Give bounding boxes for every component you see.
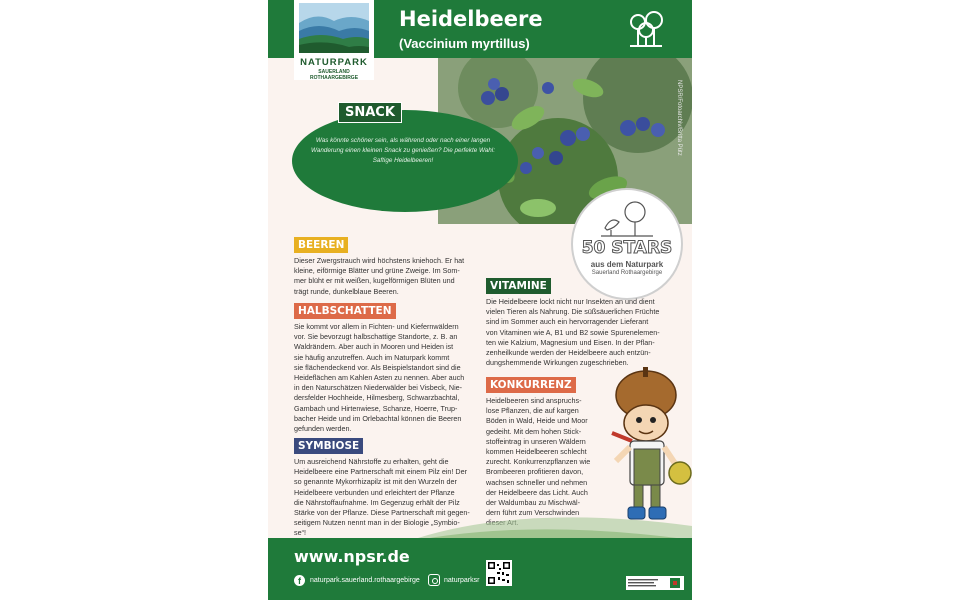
- naturpark-logo[interactable]: [294, 0, 374, 80]
- ministry-logo: [626, 576, 684, 590]
- text-line: Böden in Wald, Heide und Moor: [486, 416, 588, 426]
- text-line: kommen Heidelbeeren schlecht: [486, 447, 587, 457]
- text-line: Sie kommt vor allem in Fichten- und Kiefernwäldern: [294, 322, 459, 331]
- instagram-handle[interactable]: naturparksr: [444, 577, 480, 584]
- text-line: Um ausreichend Nährstoffe zu erhalten, geht die: [294, 457, 449, 466]
- photo-credit: NPSR/Fotoarchiv/Britta Pütz: [676, 80, 682, 156]
- text-line: dersfelder Hochheide, Hilmesberg, Schwarzbachtal,: [294, 393, 460, 403]
- badge-title: 50 STARS: [581, 238, 673, 258]
- text-line: Gambach und Hirtenwiese, Schanze, Hoerre, Trup-: [294, 403, 458, 413]
- text-line: se“!: [294, 528, 306, 538]
- text-line: in den Naturschätzen Niederwälder bei Visbeck, Nie-: [294, 383, 463, 393]
- text-line: trägt runde, dunkelblaue Beeren.: [294, 286, 399, 296]
- snack-label: SNACK: [338, 102, 402, 123]
- text-line: kleine, eiförmige Blätter und grüne Zweige. Im Som-: [294, 266, 460, 276]
- section-label-halbschatten: HALBSCHATTEN: [294, 303, 396, 319]
- facebook-handle[interactable]: naturpark.sauerland.rothaargebirge: [310, 577, 420, 584]
- text-line: seitigem Nutzen nennt man in der Biologie „Symbio-: [294, 518, 460, 528]
- section-label-symbiose: SYMBIOSE: [294, 438, 363, 454]
- text-line: sie häufig anzutreffen. Auch im Naturpark kommt: [294, 352, 450, 362]
- text-line: mer blüht er mit weißen, kugelförmigen Blüten und: [294, 276, 455, 286]
- text-line: so genannte Mykorrhizapilz ist mit den Wurzeln der: [294, 477, 457, 487]
- text-line: sind im Sommer auch ein hervorragender Lieferant: [486, 317, 649, 327]
- text-line: sie flächendeckend vor. Als Beispielstandort sind die: [294, 362, 461, 372]
- text-line: vielen Tieren als Nahrung. Die süßsäuerlichen Früchte: [486, 307, 660, 317]
- text-line: der Heidelbeere das Licht. Auch: [486, 487, 588, 497]
- fifty-stars-badge: [571, 188, 683, 300]
- text-line: von Vitaminen wie A, B1 und B2 sowie Spurenelemen-: [486, 327, 660, 337]
- text-line: Waldrändern. Aber auch in Mooren und Heiden ist: [294, 342, 454, 352]
- text-line: dungshemmende Wirkungen zugeschrieben.: [486, 358, 629, 368]
- qr-code[interactable]: [486, 560, 512, 586]
- logo-subname: SAUERLAND ROTHAARGEBIRGE: [309, 69, 359, 81]
- text-line: bacher Heide und im Orlebachtal können die Beeren: [294, 413, 462, 423]
- section-text-halbschatten: [294, 322, 494, 434]
- section-text-vitamine: [486, 297, 686, 368]
- instagram-icon[interactable]: [428, 574, 440, 586]
- badge-line-1: aus dem Naturpark: [590, 260, 664, 269]
- text-line: zenheilkunde werden der Heidelbeere auch entzün-: [486, 348, 651, 358]
- logo-name: NATURPARK: [300, 57, 368, 68]
- website-link[interactable]: www.npsr.de: [294, 547, 410, 566]
- text-line: Heidelbeeren sind anspruchs-: [486, 396, 582, 405]
- text-line: Dieser Zwergstrauch wird höchstens kniehoch. Er hat: [294, 256, 465, 265]
- text-line: Brombeeren profitieren davon,: [486, 467, 584, 477]
- text-line: gedeiht. Mit dem hohen Stick-: [486, 426, 582, 436]
- text-line: Heidelbeere verbunden und erleichtert der Pflanze: [294, 487, 455, 497]
- text-line: der Waldumbau zu Mischwäl-: [486, 498, 581, 508]
- text-line: Heidelbeere eine Partnerschaft mit einem Pilz ein! Der: [294, 467, 467, 477]
- text-line: Heideflächen am Kahlen Asten zu nennen. Aber auch: [294, 373, 465, 383]
- landscape-icon: [299, 3, 369, 53]
- text-line: gefunden werden.: [294, 424, 352, 434]
- text-line: vor. Sie bevorzugt halbschattige Standorte, z. B. an: [294, 332, 458, 342]
- facebook-icon[interactable]: f: [294, 575, 305, 586]
- poster: [268, 0, 692, 600]
- text-line: die Nährstoffaufnahme. Im Gegenzug erhält der Pilz: [294, 497, 460, 507]
- badge-line-2: Sauerland Rothaargebirge: [591, 270, 663, 276]
- section-label-vitamine: VITAMINE: [486, 278, 551, 294]
- text-line: ten wie Kalzium, Magnesium und Eisen. In der Pflan-: [486, 337, 655, 347]
- page-subtitle: (Vaccinium myrtillus): [399, 36, 530, 51]
- section-label-beeren: BEEREN: [294, 237, 348, 253]
- trees-icon: [624, 6, 668, 50]
- text-line: wachsen schneller und nehmen: [486, 477, 588, 487]
- bird-tree-icon: [597, 198, 657, 238]
- snack-text: Was könnte schöner sein, als während oder nach einer langen Wanderung einen kleinen Snack zu genießen? Die perfekte Wahl: Saftige Heidelbeeren!: [311, 137, 495, 164]
- text-line: Die Heidelbeere lockt nicht nur Insekten an und dient: [486, 297, 655, 306]
- text-line: zurecht. Konkurrenzpflanzen wie: [486, 457, 591, 467]
- page-title: Heidelbeere: [399, 7, 543, 31]
- section-label-konkurrenz: KONKURRENZ: [486, 377, 576, 393]
- section-text-beeren: [294, 256, 494, 297]
- text-line: dern führt zum Verschwinden: [486, 508, 580, 518]
- text-line: Stärke von der Pflanze. Diese Partnerschaft mit gegen-: [294, 508, 470, 518]
- text-line: stoffeintrag in unseren Wäldern: [486, 436, 586, 446]
- text-line: lose Pflanzen, die auf kargen: [486, 406, 579, 416]
